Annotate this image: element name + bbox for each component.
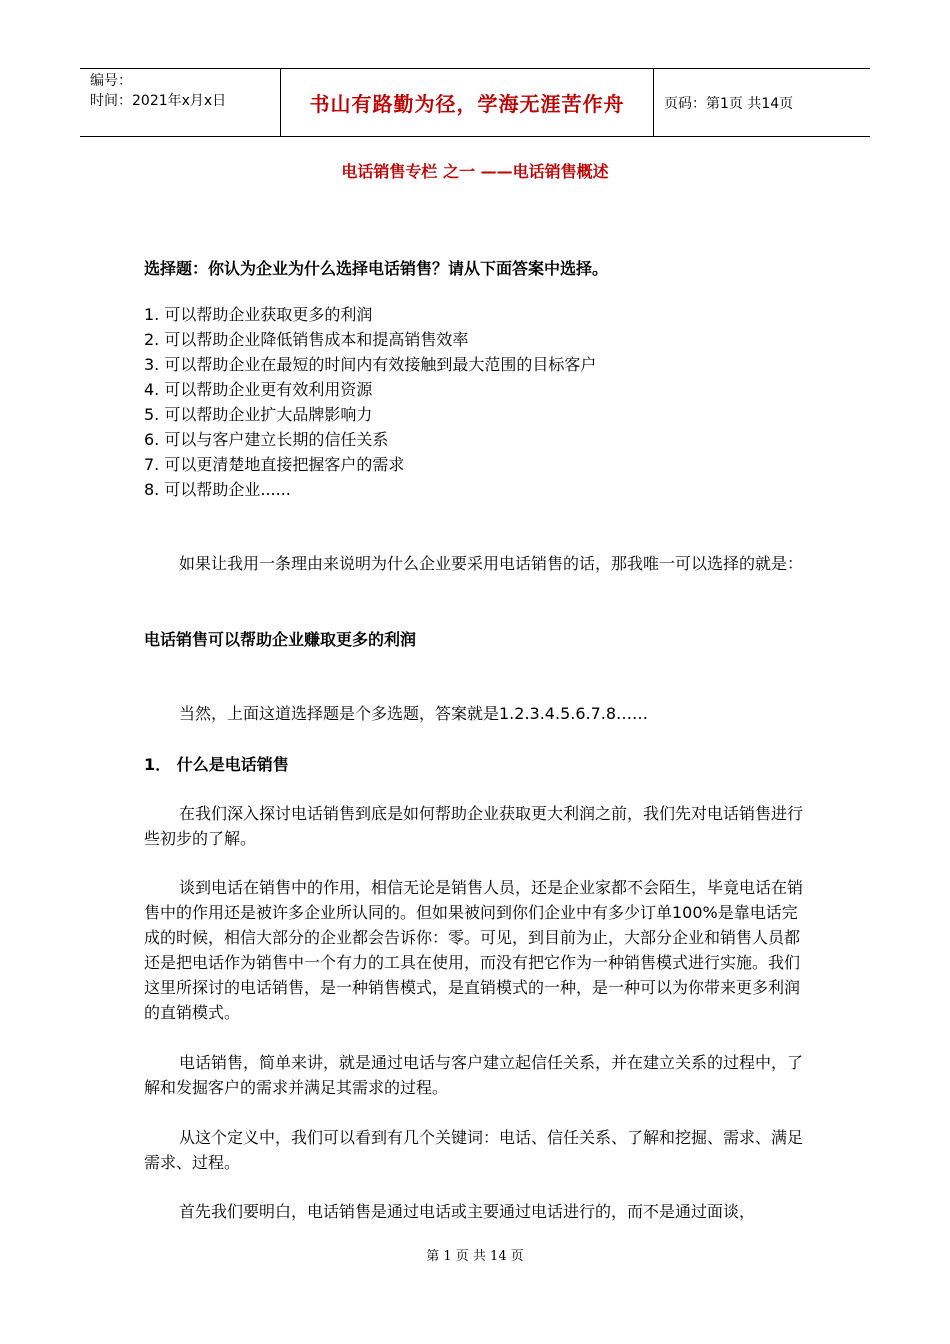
list-item: 4. 可以帮助企业更有效利用资源	[144, 380, 373, 399]
list-item: 1. 可以帮助企业获取更多的利润	[144, 305, 373, 324]
paragraph-answer: 当然，上面这道选择题是个多选题，答案就是1.2.3.4.5.6.7.8……	[179, 704, 649, 723]
paragraph-4: 从这个定义中，我们可以看到有几个关键词：电话、信任关系、了解和挖掘、需求、满足需求、过程。	[144, 1128, 804, 1172]
document-title: 电话销售专栏 之一 ——电话销售概述	[341, 162, 609, 181]
list-item: 7. 可以更清楚地直接把握客户的需求	[144, 455, 405, 474]
list-item: 6. 可以与客户建立长期的信任关系	[144, 430, 389, 449]
key-reason: 电话销售可以帮助企业赚取更多的利润	[144, 630, 417, 649]
list-item: 3. 可以帮助企业在最短的时间内有效接触到最大范围的目标客户	[144, 355, 597, 374]
question-title: 选择题：你认为企业为什么选择电话销售？请从下面答案中选择。	[144, 259, 609, 278]
time-label: 时间：2021年x月x日	[90, 93, 227, 109]
options-list	[144, 302, 804, 502]
paragraph-5: 首先我们要明白，电话销售是通过电话或主要通过电话进行的，而不是通过面谈，	[179, 1202, 756, 1221]
header-table	[80, 68, 870, 137]
list-item: 2. 可以帮助企业降低销售成本和提高销售效率	[144, 330, 469, 349]
number-label: 编号：	[90, 73, 132, 89]
list-item: 5. 可以帮助企业扩大品牌影响力	[144, 405, 373, 424]
section-1-heading: 1． 什么是电话销售	[144, 755, 289, 774]
header-meta	[80, 69, 281, 136]
header-page-label: 页码：第1页 共14页	[664, 95, 794, 112]
paragraph-1: 在我们深入探讨电话销售到底是如何帮助企业获取更大利润之前，我们先对电话销售进行些初步的了解。	[144, 804, 804, 848]
paragraph-reason: 如果让我用一条理由来说明为什么企业要采用电话销售的话，那我唯一可以选择的就是：	[179, 554, 804, 573]
paragraph-3: 电话销售，简单来讲，就是通过电话与客户建立起信任关系，并在建立关系的过程中，了解和发掘客户的需求并满足其需求的过程。	[144, 1053, 804, 1097]
paragraph-2: 谈到电话在销售中的作用，相信无论是销售人员，还是企业家都不会陌生，毕竟电话在销售中的作用还是被许多企业所认同的。但如果被问到你们企业中有多少订单100%是靠电话完成的时候，相信大部分的企业都会告诉你：零。可见，到目前为止，大部分企业和销售人员都还是把电话作为销售中一个有力的工具在使用，而没有把它作为一种销售模式进行实施。我们这里所探讨的电话销售，是一种销售模式，是直销模式的一种，是一种可以为你带来更多利润的直销模式。	[144, 878, 804, 1022]
page-footer: 第 1 页 共 14 页	[426, 1249, 524, 1264]
header-motto: 书山有路勤为径，学海无涯苦作舟	[281, 69, 654, 136]
list-item: 8. 可以帮助企业......	[144, 480, 291, 499]
